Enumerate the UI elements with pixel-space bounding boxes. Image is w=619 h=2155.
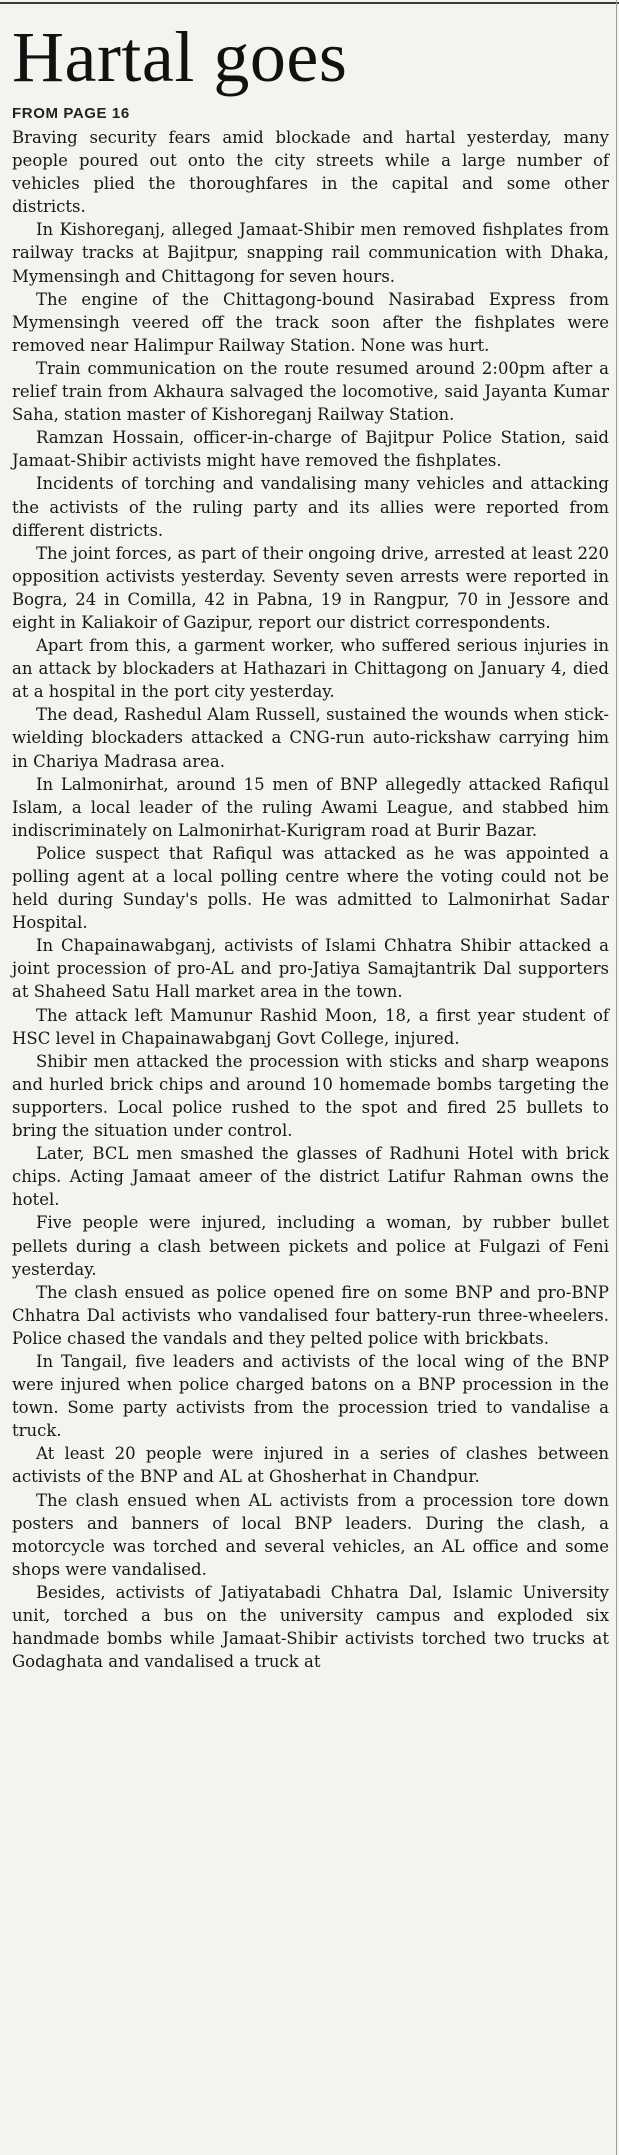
paragraph: In Lalmonirhat, around 15 men of BNP allegedly attacked Rafiqul Islam, a local leader of the ruling Awami League, and stabbed him indiscriminately on Lalmonirhat-Kurigram road at Burir Bazar. xyxy=(12,774,609,840)
paragraph: Shibir men attacked the procession with sticks and sharp weapons and hurled brick chips and around 10 homemade bombs targeting the supporters. Local police rushed to the spot and fired 25 bullets to bring the situation under control. xyxy=(12,1051,609,1141)
paragraph: Five people were injured, including a woman, by rubber bullet pellets during a clash between pickets and police at Fulgazi of Feni yesterday. xyxy=(12,1213,609,1279)
paragraph: In Kishoreganj, alleged Jamaat-Shibir men removed fishplates from railway tracks at Bajitpur, snapping rail communication with Dhaka, Mymensingh and Chittagong for seven hours. xyxy=(12,220,609,286)
article-body xyxy=(12,126,609,1673)
paragraph: Later, BCL men smashed the glasses of Radhuni Hotel with brick chips. Acting Jamaat ameer of the district Latifur Rahman owns the hotel. xyxy=(12,1144,609,1210)
paragraph: Besides, activists of Jatiyatabadi Chhatra Dal, Islamic University unit, torched a bus on the university campus and exploded six handmade bombs while Jamaat-Shibir activists torched two trucks at Godaghata and vandalised a truck at xyxy=(12,1582,609,1672)
jump-line: FROM PAGE 16 xyxy=(12,105,130,122)
paragraph: Train communication on the route resumed around 2:00pm after a relief train from Akhaura salvaged the locomotive, said Jayanta Kumar Saha, station master of Kishoreganj Railway Station. xyxy=(12,358,609,425)
paragraph: The clash ensued when AL activists from a procession tore down posters and banners of local BNP leaders. During the clash, a motorcycle was torched and several vehicles, an AL office and some shops were vandalised. xyxy=(12,1490,609,1579)
paragraph: Incidents of torching and vandalising many vehicles and attacking the activists of the ruling party and its allies were reported from different districts. xyxy=(12,474,609,540)
headline: Hartal goes xyxy=(12,17,348,97)
paragraph: At least 20 people were injured in a series of clashes between activists of the BNP and AL at Ghosherhat in Chandpur. xyxy=(12,1444,609,1487)
paragraph: The engine of the Chittagong-bound Nasirabad Express from Mymensingh veered off the track soon after the fishplates were removed near Halimpur Railway Station. None was hurt. xyxy=(12,289,609,355)
paragraph: The dead, Rashedul Alam Russell, sustained the wounds when stick-wielding blockaders attacked a CNG-run auto-rickshaw carrying him in Chariya Madrasa area. xyxy=(12,705,609,771)
column-rule xyxy=(616,0,617,2155)
paragraph: The clash ensued as police opened fire on some BNP and pro-BNP Chhatra Dal activists who vandalised four battery-run three-wheelers. Police chased the vandals and they pelted police with brickbats. xyxy=(12,1282,609,1348)
paragraph: Braving security fears amid blockade and hartal yesterday, many people poured out onto the city streets while a large number of vehicles plied the thoroughfares in the capital and some other districts. xyxy=(12,128,609,217)
paragraph: Police suspect that Rafiqul was attacked as he was appointed a polling agent at a local polling centre where the voting could not be held during Sunday's polls. He was admitted to Lalmonirhat Sadar Hospital. xyxy=(12,843,609,933)
paragraph: In Chapainawabganj, activists of Islami Chhatra Shibir attacked a joint procession of pro-AL and pro-Jatiya Samajtantrik Dal supporters at Shaheed Satu Hall market area in the town. xyxy=(12,936,609,1002)
paragraph: The joint forces, as part of their ongoing drive, arrested at least 220 opposition activists yesterday. Seventy seven arrests were reported in Bogra, 24 in Comilla, 42 in Pabna, 19 in Rangpur, 70 in Jessore and eight in Kaliakoir of Gazipur, report our district correspondents. xyxy=(12,543,609,632)
paragraph: Apart from this, a garment worker, who suffered serious injuries in an attack by blockaders at Hathazari in Chittagong on January 4, died at a hospital in the port city yesterday. xyxy=(12,636,609,702)
paragraph: The attack left Mamunur Rashid Moon, 18, a first year student of HSC level in Chapainawabganj Govt College, injured. xyxy=(12,1005,609,1048)
paragraph: In Tangail, five leaders and activists of the local wing of the BNP were injured when police charged batons on a BNP procession in the town. Some party activists from the procession tried to vandalise a truck. xyxy=(12,1351,609,1441)
paragraph: Ramzan Hossain, officer-in-charge of Bajitpur Police Station, said Jamaat-Shibir activists might have removed the fishplates. xyxy=(12,428,609,471)
top-rule xyxy=(0,2,619,4)
